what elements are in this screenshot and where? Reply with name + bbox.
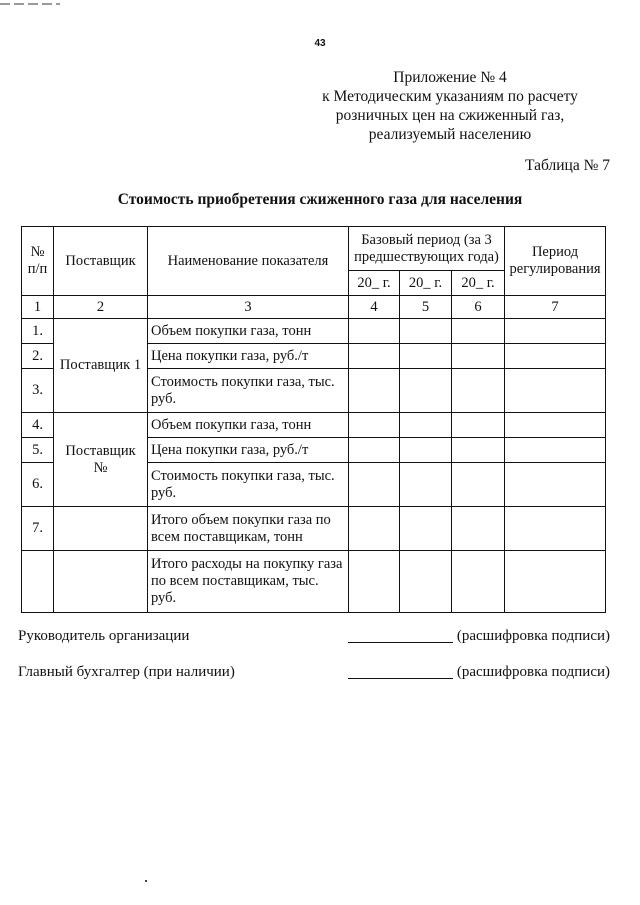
indicator-cell: Итого расходы на покупку газа по всем поставщикам, тыс. руб. [148,551,349,613]
value-cell [505,413,606,438]
row-num: 6. [22,463,54,507]
value-cell [400,463,452,507]
col-number: 1 [22,296,54,319]
appendix-line-1: Приложение № 4 [393,69,507,86]
header-row [22,227,606,271]
appendix-header [300,68,600,144]
indicator-cell: Объем покупки газа, тонн [148,413,349,438]
indicator-cell: Стоимость покупки газа, тыс. руб. [148,463,349,507]
value-cell [400,413,452,438]
value-cell [452,369,505,413]
signature-blank [348,678,453,679]
appendix-line-3: розничных цен на сжиженный газ, [335,107,565,124]
header-num: № п/п [22,227,54,296]
table-row [22,413,606,438]
value-cell [349,369,400,413]
signature-blank [348,642,453,643]
value-cell [505,507,606,551]
row-num: 7. [22,507,54,551]
row-num: 3. [22,369,54,413]
indicator-cell: Объем покупки газа, тонн [148,319,349,344]
scan-artifact [0,3,60,5]
col-number: 4 [349,296,400,319]
value-cell [400,344,452,369]
supplier-cell [54,551,148,613]
value-cell [505,463,606,507]
col-number: 6 [452,296,505,319]
table-row [22,551,606,613]
col-number: 2 [54,296,148,319]
value-cell [349,551,400,613]
value-cell [349,344,400,369]
col-number: 7 [505,296,606,319]
supplier-cell: Поставщик № [54,413,148,507]
value-cell [505,344,606,369]
scan-speck [145,880,147,882]
indicator-cell: Цена покупки газа, руб./т [148,344,349,369]
indicator-cell: Стоимость покупки газа, тыс. руб. [148,369,349,413]
value-cell [349,507,400,551]
value-cell [452,413,505,438]
value-cell [452,438,505,463]
table-row [22,507,606,551]
cost-table [21,226,606,613]
value-cell [400,438,452,463]
indicator-cell: Цена покупки газа, руб./т [148,438,349,463]
value-cell [452,507,505,551]
appendix-line-4: реализуемый населению [368,126,532,143]
value-cell [400,319,452,344]
appendix-line-2: к Методическим указаниям по расчету [322,88,578,105]
value-cell [349,438,400,463]
supplier-cell: Поставщик 1 [54,319,148,413]
row-num: 2. [22,344,54,369]
table-row [22,319,606,344]
signature-decode: (расшифровка подписи) [456,664,610,680]
row-num [22,551,54,613]
row-num: 5. [22,438,54,463]
header-supplier: Поставщик [54,227,148,296]
table-number: Таблица № 7 [525,157,610,174]
header-year-3: 20_ г. [452,271,505,296]
value-cell [400,507,452,551]
signature-label: Руководитель организации [18,628,190,644]
indicator-cell: Итого объем покупки газа по всем поставщикам, тонн [148,507,349,551]
header-year-1: 20_ г. [349,271,400,296]
value-cell [349,319,400,344]
header-year-2: 20_ г. [400,271,452,296]
value-cell [452,344,505,369]
value-cell [400,551,452,613]
page-number: 43 [314,38,326,49]
value-cell [452,319,505,344]
supplier-cell [54,507,148,551]
value-cell [505,319,606,344]
value-cell [400,369,452,413]
value-cell [349,413,400,438]
value-cell [452,463,505,507]
document-title: Стоимость приобретения сжиженного газа для населения [117,191,523,208]
header-indicator: Наименование показателя [148,227,349,296]
row-num: 4. [22,413,54,438]
value-cell [452,551,505,613]
column-numbers-row [22,296,606,319]
col-number: 5 [400,296,452,319]
value-cell [349,463,400,507]
value-cell [505,551,606,613]
row-num: 1. [22,319,54,344]
header-regulation-period: Период регулирования [505,227,606,296]
value-cell [505,438,606,463]
signature-decode: (расшифровка подписи) [456,628,610,644]
header-base-period: Базовый период (за 3 предшествующих года) [349,227,505,271]
value-cell [505,369,606,413]
signature-label: Главный бухгалтер (при наличии) [18,664,235,680]
col-number: 3 [148,296,349,319]
